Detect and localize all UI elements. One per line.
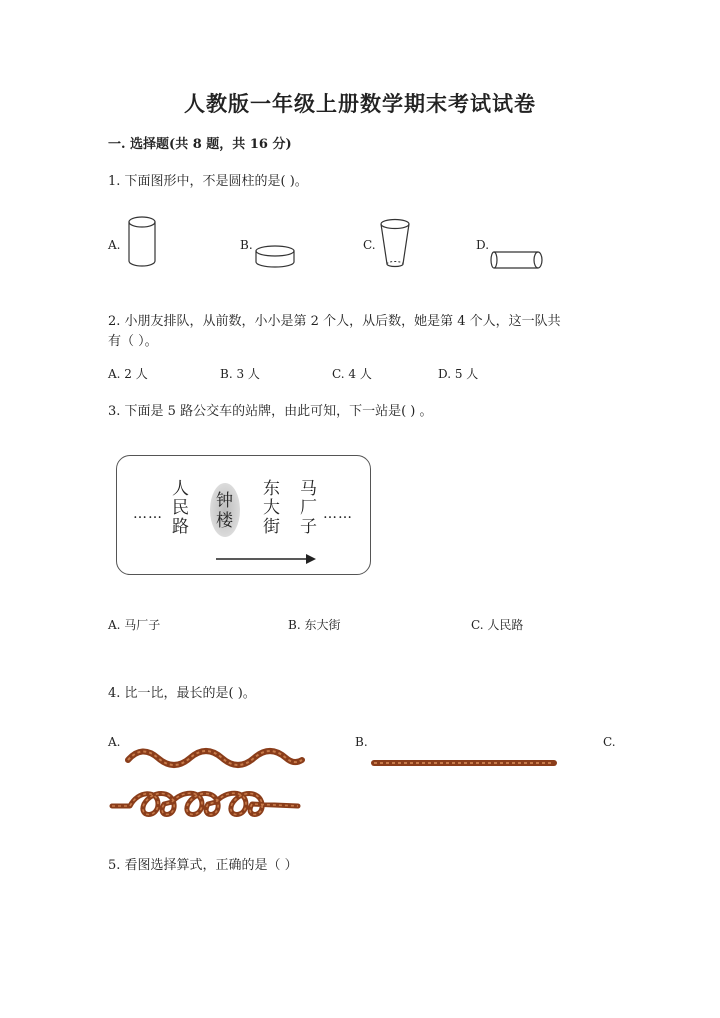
straight-rope-icon: [370, 756, 558, 770]
question-2-line-2: 有（ ）。: [108, 334, 158, 349]
q1-option-b-label: B.: [240, 238, 253, 252]
stop-bell-char-1: 钟: [216, 491, 233, 511]
stop-renmin-char-1: 人: [172, 479, 189, 499]
looped-rope-icon: [108, 784, 302, 824]
q4-option-c-label: C.: [603, 735, 616, 749]
question-2-line-1: 2. 小朋友排队，从前数，小小是第 2 个人，从后数，她是第 4 个人，这一队共: [108, 314, 561, 329]
question-3: 3. 下面是 5 路公交车的站牌，由此可知，下一站是( ) 。: [108, 404, 433, 419]
question-4: 4. 比一比，最长的是( )。: [108, 686, 256, 701]
q1-option-d-label: D.: [476, 238, 490, 252]
cylinder-upright-icon: [124, 214, 160, 270]
question-1: 1. 下面图形中，不是圆柱的是( )。: [108, 174, 308, 189]
sign-right-dots: ……: [323, 506, 353, 522]
direction-arrow-icon: [214, 552, 318, 566]
stop-dongda-char-3: 街: [263, 517, 280, 537]
q2-option-d: D. 5 人: [438, 367, 479, 381]
wavy-rope-icon: [122, 740, 308, 776]
stop-bell-char-2: 楼: [216, 511, 233, 531]
q1-option-a-label: A.: [108, 238, 121, 252]
horizontal-cylinder-icon: [490, 248, 546, 274]
q2-option-b: B. 3 人: [220, 367, 260, 381]
q3-option-a: A. 马厂子: [108, 618, 161, 632]
page-title: 人教版一年级上册数学期末考试试卷: [184, 91, 536, 116]
stop-machangzi-char-3: 子: [300, 517, 317, 537]
sign-left-dots: ……: [133, 506, 163, 522]
stop-dongda-street: [263, 480, 280, 537]
q4-option-a-label: A.: [108, 735, 121, 749]
stop-dongda-char-1: 东: [263, 479, 280, 499]
question-5: 5. 看图选择算式，正确的是（ ）: [108, 858, 298, 873]
flat-cylinder-icon: [252, 244, 298, 272]
q3-option-c: C. 人民路: [471, 618, 524, 632]
q4-option-b-label: B.: [355, 735, 368, 749]
q1-option-c-label: C.: [363, 238, 376, 252]
q3-option-b: B. 东大街: [288, 618, 341, 632]
stop-renmin-char-2: 民: [172, 498, 189, 518]
cup-frustum-icon: [378, 216, 412, 272]
stop-machangzi-char-2: 厂: [300, 498, 317, 518]
stop-machangzi: [300, 480, 317, 537]
stop-renmin-char-3: 路: [172, 517, 189, 537]
stop-dongda-char-2: 大: [263, 498, 280, 518]
q2-option-a: A. 2 人: [108, 367, 148, 381]
stop-machangzi-char-1: 马: [300, 479, 317, 499]
section-heading: 一. 选择题(共 8 题，共 16 分): [108, 137, 292, 152]
stop-bell-tower: [216, 491, 233, 531]
stop-renmin-road: [172, 480, 189, 537]
q2-option-c: C. 4 人: [332, 367, 372, 381]
